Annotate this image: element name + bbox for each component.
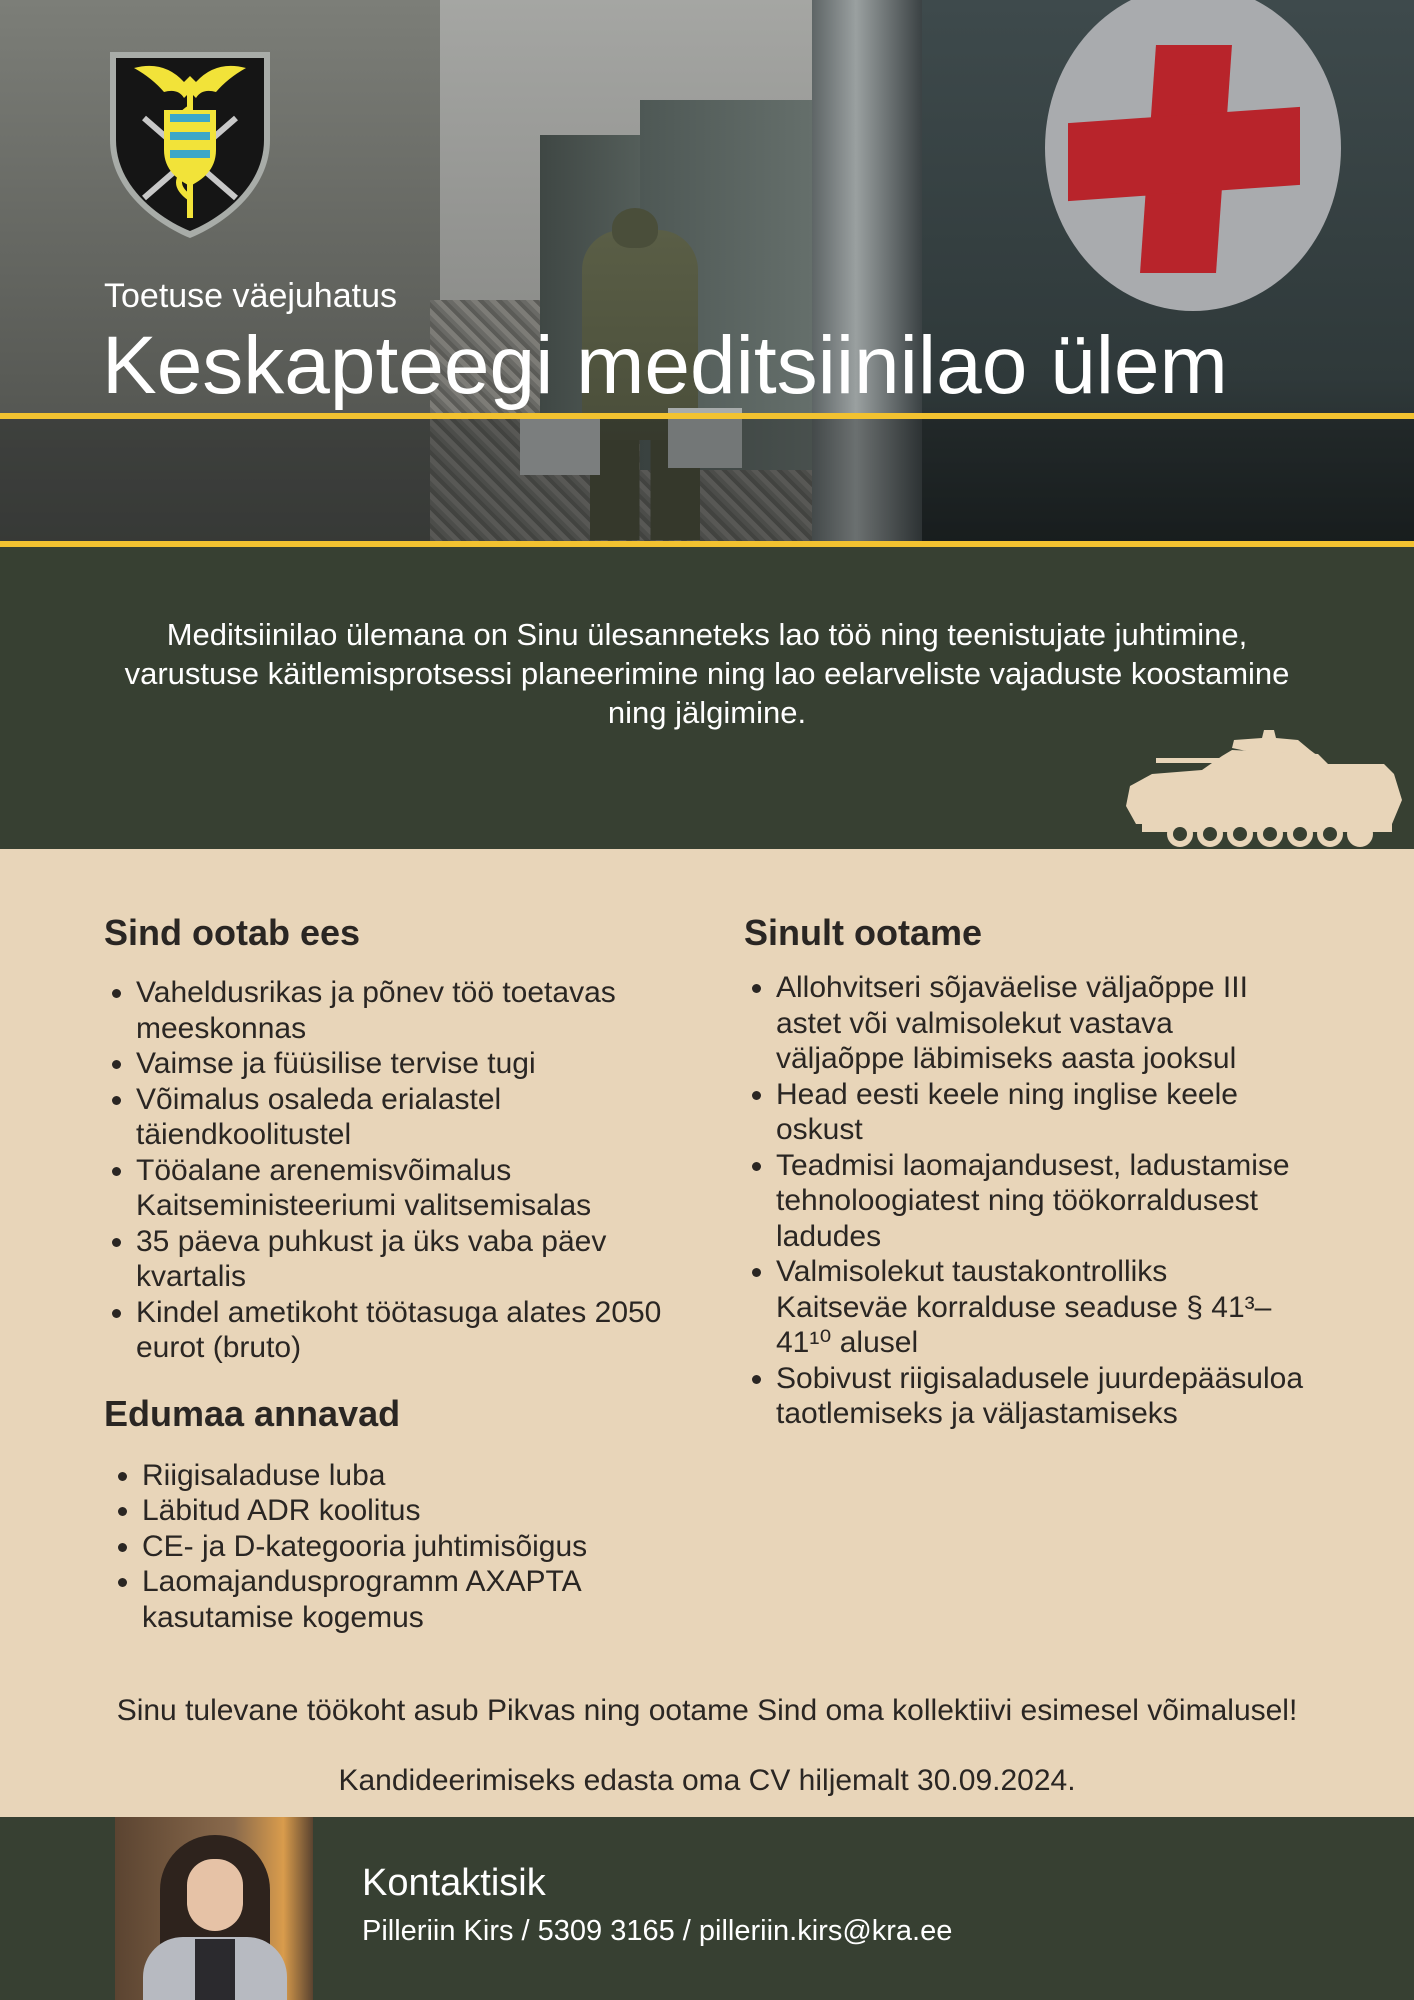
hero-shade	[0, 418, 1414, 541]
list-item: • Tööalane arenemisvõimalus Kaitseministeeriumi valitsemisalas	[136, 1153, 664, 1224]
list-item: • Vaimse ja füüsilise tervise tugi	[136, 1046, 664, 1082]
list-item: • Laomajandusprogramm AXAPTA kasutamise kogemus	[142, 1564, 664, 1635]
requirements-heading: Sinult ootame	[744, 912, 983, 953]
list-item: • Allohvitseri sõjaväelise väljaõppe III astet või valmisolekut vastava väljaõppe läbimiseks aasta jooksul	[776, 970, 1304, 1077]
red-cross-icon	[1068, 107, 1300, 201]
advantages-heading: Edumaa annavad	[104, 1392, 401, 1434]
list-item: • Riigisaladuse luba	[142, 1458, 664, 1494]
intro-text: Meditsiinilao ülemana on Sinu ülesanneteks lao töö ning teenistujate juhtimine, varustuse käitlemisprotsessi planeerimine ning lao eelarveliste vajaduste koostamine ning jälgimine.	[124, 617, 1290, 730]
intro-section	[0, 547, 1414, 849]
list-item: • Valmisolekut taustakontrolliks Kaitseväe korralduse seaduse § 41³–41¹⁰ alusel	[776, 1254, 1304, 1361]
support-command-emblem-icon	[104, 48, 276, 240]
contact-heading: Kontaktisik	[362, 1862, 546, 1904]
photo-face	[187, 1859, 243, 1931]
accent-rule	[0, 413, 1414, 419]
deadline-text: Kandideerimiseks edasta oma CV hiljemalt 30.09.2024.	[338, 1764, 1076, 1797]
left-column	[104, 911, 664, 1635]
hero-soldier	[612, 208, 658, 248]
list-item: • Vaheldusrikas ja põnev töö toetavas meeskonnas	[136, 975, 664, 1046]
page-title: Keskapteegi meditsiinilao ülem	[102, 320, 1228, 411]
contact-section	[0, 1817, 1414, 2000]
advantages-list	[104, 1458, 664, 1636]
requirements-list	[744, 970, 1304, 1432]
contact-info: Pilleriin Kirs / 5309 3165 / pilleriin.kirs@kra.ee	[362, 1915, 953, 1947]
list-item: • Teadmisi laomajandusest, ladustamise tehnoloogiatest ning töökorraldusest ladudes	[776, 1148, 1304, 1255]
hero-banner	[0, 0, 1414, 541]
right-column	[744, 911, 1304, 1432]
list-item: • Läbitud ADR koolitus	[142, 1493, 664, 1529]
list-item: • 35 päeva puhkust ja üks vaba päev kvartalis	[136, 1224, 664, 1295]
list-item: • Sobivust riigisaladusele juurdepääsuloa taotlemiseks ja väljastamiseks	[776, 1361, 1304, 1432]
list-item: • Kindel ametikoht töötasuga alates 2050 eurot (bruto)	[136, 1295, 664, 1366]
list-item: • CE- ja D-kategooria juhtimisõigus	[142, 1529, 664, 1565]
offer-list	[104, 975, 664, 1366]
main-content	[0, 849, 1414, 1817]
tank-silhouette-icon	[1122, 730, 1402, 850]
location-text: Sinu tulevane töökoht asub Pikvas ning ootame Sind oma kollektiivi esimesel võimalusel!	[116, 1694, 1298, 1727]
photo-shirt	[195, 1939, 235, 2000]
list-item: • Võimalus osaleda erialastel täiendkoolitustel	[136, 1082, 664, 1153]
contact-photo	[115, 1817, 313, 2000]
list-item: • Head eesti keele ning inglise keele oskust	[776, 1077, 1304, 1148]
organization-name: Toetuse väejuhatus	[104, 277, 397, 315]
offer-heading: Sind ootab ees	[104, 912, 361, 953]
